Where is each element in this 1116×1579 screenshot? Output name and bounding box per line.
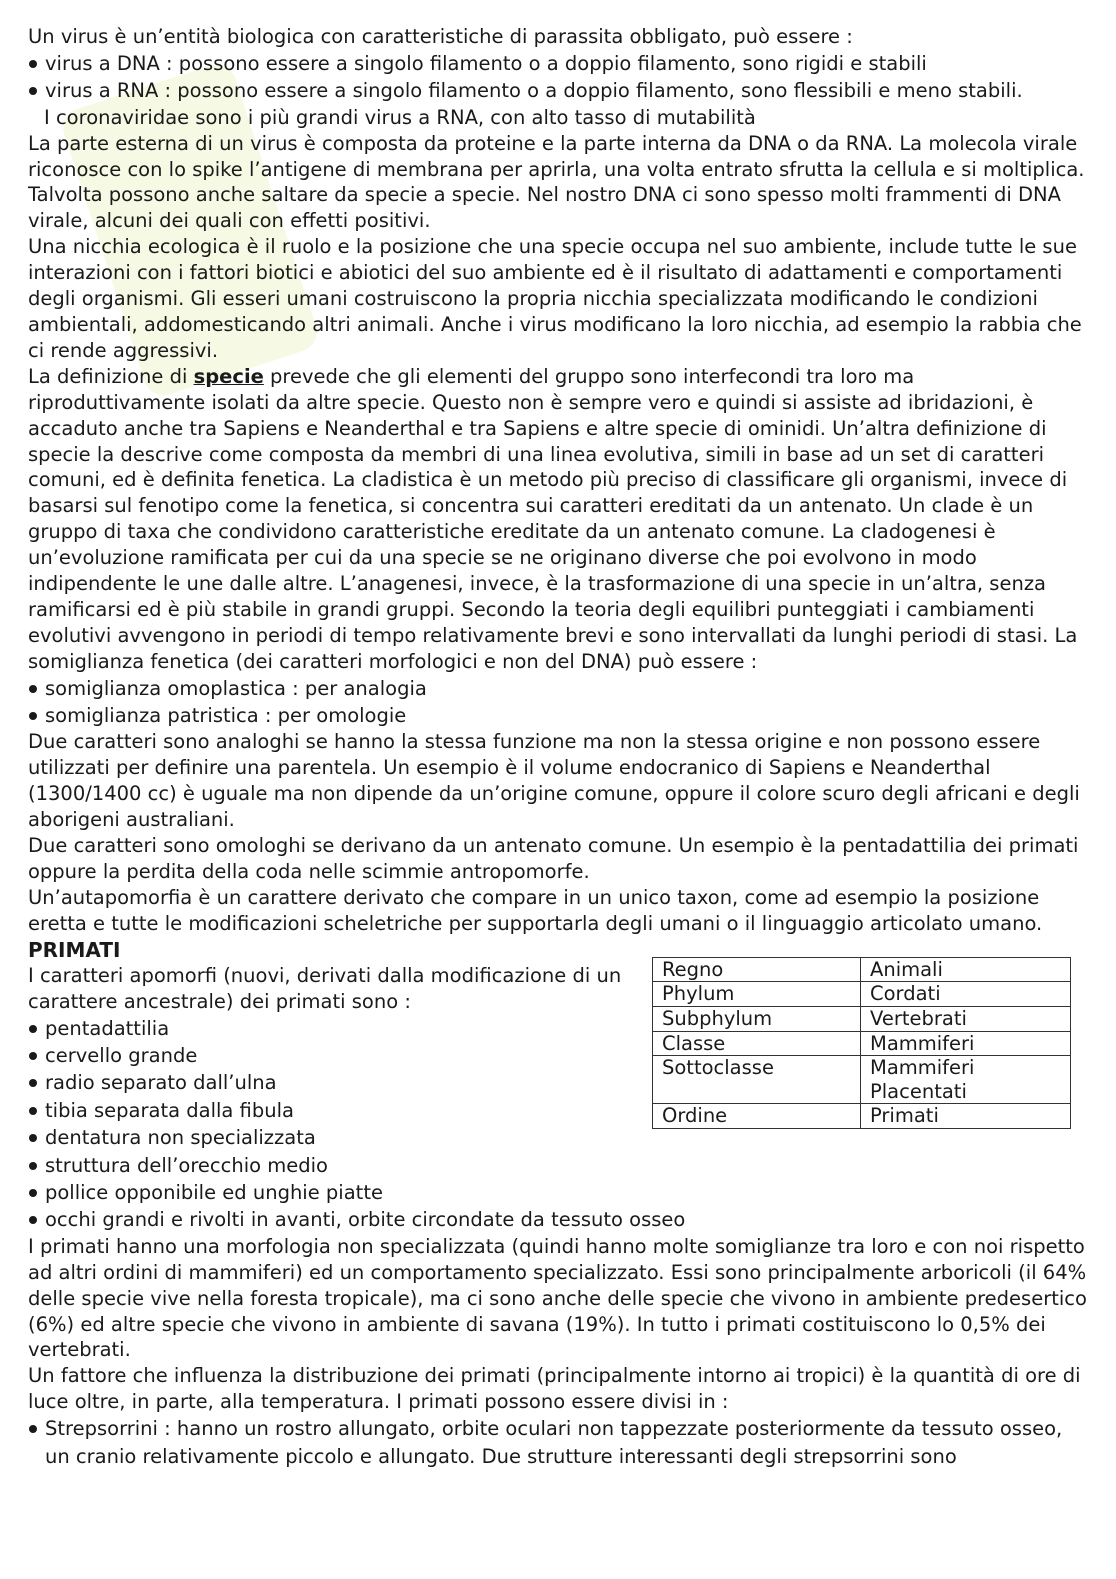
primate-trait-item: pollice opponibile ed unghie piatte xyxy=(28,1179,1090,1206)
taxonomy-row xyxy=(653,1056,1071,1104)
niche-paragraph: Una nicchia ecologica è il ruolo e la posizione che una specie occupa nel suo ambiente, include tutte le sue interazioni con i fattori biotici e abiotici del suo ambiente ed è il risultato di adattamenti e comportamenti degli organismi. Gli esseri umani costruiscono la propria nicchia specializzata modificando le condizioni ambientali, addomesticando altri animali. Anche i virus modificano la loro nicchia, ad esempio la rabbia che ci rende aggressivi. xyxy=(28,235,1082,362)
taxonomy-row xyxy=(653,957,1071,982)
taxonomy-rank: Ordine xyxy=(653,1104,861,1129)
species-term: specie xyxy=(193,364,264,388)
virus-type-item: virus a RNA : possono essere a singolo filamento o a doppio filamento, sono flessibili e meno stabili. xyxy=(28,77,1090,104)
similarity-item: somiglianza omoplastica : per analogia xyxy=(28,675,1090,702)
primate-trait-item: cervello grande xyxy=(28,1042,1090,1069)
taxonomy-rank: Phylum xyxy=(653,982,861,1007)
primates-distribution-paragraph: Un fattore che influenza la distribuzione dei primati (principalmente intorno ai tropici) è la quantità di ore di luce oltre, in parte, alla temperatura. I primati possono essere divisi in : xyxy=(28,1364,1081,1414)
taxonomy-rank: Classe xyxy=(653,1031,861,1056)
primate-trait-item: struttura dell’orecchio medio xyxy=(28,1152,1090,1179)
taxonomy-row xyxy=(653,1006,1071,1031)
taxonomy-rank: Regno xyxy=(653,957,861,982)
taxonomy-row xyxy=(653,1031,1071,1056)
autapomorphy-paragraph: Un’autapomorfia è un carattere derivato che compare in un unico taxon, come ad esempio la posizione eretta e tutte le modificazioni scheletriche per supportarla degli umani o il linguaggio articolato umano. xyxy=(28,885,1043,935)
similarity-list xyxy=(28,675,1090,730)
document-page xyxy=(28,24,1090,1470)
taxonomy-value: Vertebrati xyxy=(861,1006,1071,1031)
species-text-after: prevede che gli elementi del gruppo sono interfecondi tra loro ma riproduttivamente isolati da altre specie. Questo non è sempre vero e quindi si assiste ad ibridazioni, è accaduto anche tra Sapiens e Neanderthal e tra Sapiens e altre specie di ominidi. Un’altra definizione di specie la descrive come composta da membri di una linea evolutiva, simili in base ad un set di caratteri comuni, ed è definita fenetica. La cladistica è un metodo più preciso di classificare gli organismi, invece di basarsi sul fenotipo come la fenetica, si concentra sui caratteri ereditati da un antenato. Un clade è un gruppo di taxa che condividono caratteristiche ereditate da un antenato comune. La cladogenesi è un’evoluzione ramificata per cui da una specie se ne originano diverse che poi evolvono in modo indipendente le une dalle altre. L’anagenesi, invece, è la trasformazione di una specie in un’altra, senza ramificarsi ed è più stabile in grandi gruppi. Secondo la teoria degli equilibri punteggiati i cambiamenti evolutivi avvengono in periodi di tempo relativamente brevi e sono intervallati da lunghi periodi di stasi. La somiglianza fenetica (dei caratteri morfologici e non del DNA) può essere : xyxy=(28,364,1078,673)
primate-trait-item: pentadattilia xyxy=(28,1015,1090,1042)
primate-trait-item: dentatura non specializzata xyxy=(28,1124,1090,1151)
analog-paragraph: Due caratteri sono analoghi se hanno la stessa funzione ma non la stessa origine e non possono essere utilizzati per definire una parentela. Un esempio è il volume endocranico di Sapiens e Neanderthal (1300/1400 cc) è uguale ma non dipende da un’origine comune, oppure il colore scuro degli africani e degli aborigeni australiani. xyxy=(28,730,1080,832)
taxonomy-table xyxy=(652,957,1071,1129)
taxonomy-rank: Subphylum xyxy=(653,1006,861,1031)
similarity-item: somiglianza patristica : per omologie xyxy=(28,702,1090,729)
taxonomy-value: Mammiferi xyxy=(861,1031,1071,1056)
taxonomy-rank: Sottoclasse xyxy=(653,1056,861,1104)
primate-trait-item: occhi grandi e rivolti in avanti, orbite circondate da tessuto osseo xyxy=(28,1206,1090,1233)
primates-groups-list xyxy=(28,1415,1090,1470)
virus-list xyxy=(28,50,1090,105)
species-text-before: La definizione di xyxy=(28,364,194,388)
primate-trait-item: tibia separata dalla fibula xyxy=(28,1097,1090,1124)
taxonomy-value: Mammiferi Placentati xyxy=(861,1056,1071,1104)
taxonomy-value: Animali xyxy=(861,957,1071,982)
primates-morphology-paragraph: I primati hanno una morfologia non specializzata (quindi hanno molte somiglianze tra loro e con noi rispetto ad altri ordini di mammiferi) ed un comportamento specializzato. Essi sono principalmente arboricoli (il 64% delle specie vive nella foresta tropicale), ma ci sono anche delle specie che vivono in ambiente predesertico (6%) ed altre specie che vivono in ambiente di savana (19%). In tutto i primati costituiscono lo 0,5% dei vertebrati. xyxy=(28,1234,1087,1362)
virus-type-item: virus a DNA : possono essere a singolo filamento o a doppio filamento, sono rigidi e stabili xyxy=(28,50,1090,77)
coronaviridae-note: I coronaviridae sono i più grandi virus a RNA, con alto tasso di mutabilità xyxy=(44,105,756,129)
taxonomy-row xyxy=(653,1104,1071,1129)
intro-paragraph: Un virus è un’entità biologica con caratteristiche di parassita obbligato, può essere : xyxy=(28,25,853,48)
taxonomy-value: Cordati xyxy=(861,982,1071,1007)
primates-heading: PRIMATI xyxy=(28,937,121,962)
virus-structure-paragraph: La parte esterna di un virus è composta da proteine e la parte interna da DNA o da RNA. La molecola virale riconosce con lo spike l’antigene di membrana per aprirla, una volta entrato sfrutta la cellula e si moltiplica. Talvolta possono anche saltare da specie a specie. Nel nostro DNA ci sono spesso molti frammenti di DNA virale, alcuni dei quali con effetti positivi. xyxy=(28,131,1085,233)
primates-intro: I caratteri apomorfi (nuovi, derivati dalla modificazione di un carattere ancestrale) dei primati sono : xyxy=(28,963,622,1013)
homolog-paragraph: Due caratteri sono omologhi se derivano da un antenato comune. Un esempio è la pentadattilia dei primati oppure la perdita della coda nelle scimmie antropomorfe. xyxy=(28,834,1079,883)
taxonomy-row xyxy=(653,982,1071,1007)
primates-section xyxy=(28,937,1090,1234)
species-paragraph xyxy=(28,364,1090,675)
primate-group-item: Strepsorrini : hanno un rostro allungato, orbite oculari non tappezzate posteriormente da tessuto osseo, un cranio relativamente piccolo e allungato. Due strutture interessanti degli strepsorrini sono xyxy=(28,1415,1090,1470)
taxonomy-value: Primati xyxy=(861,1104,1071,1129)
primate-trait-item: radio separato dall’ulna xyxy=(28,1069,1090,1096)
